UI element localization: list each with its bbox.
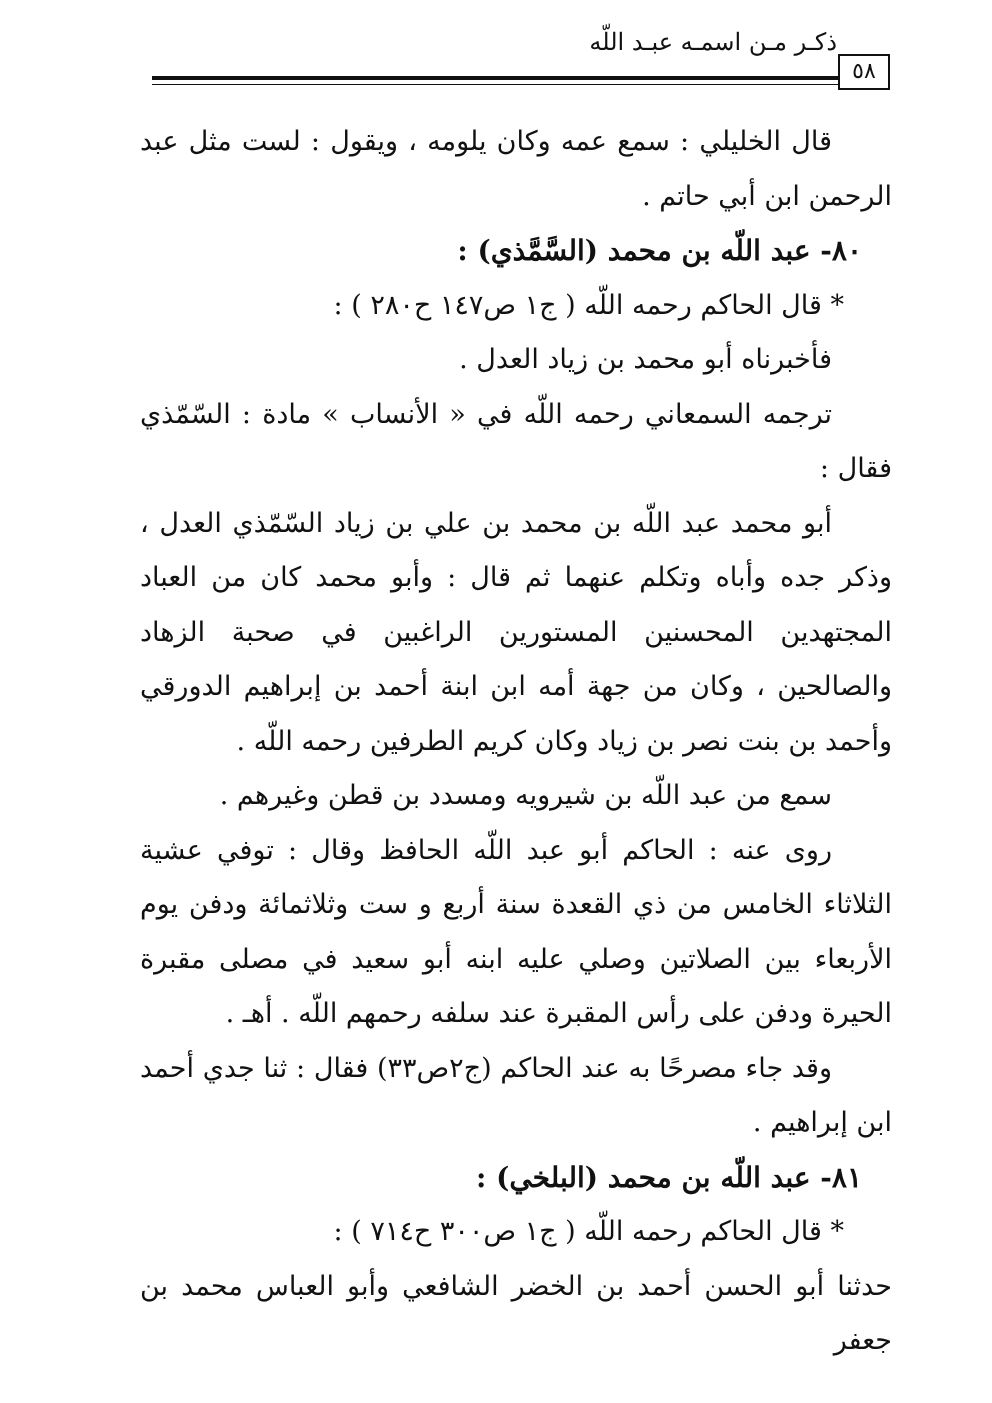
page-body [140, 115, 892, 1369]
paragraph-akhbarnah: فأخبرناه أبو محمد بن زياد العدل . [459, 344, 832, 375]
header-rule-thick [152, 76, 838, 80]
hakim-citation-81: * قال الحاكم رحمه اللّه ( ج١ ص٣٠٠ ح٧١٤ ) : [333, 1216, 844, 1247]
entry-heading-80: ٨٠- عبد اللّه بن محمد (السَّمَّذي) : [457, 234, 862, 267]
paragraph-rawa: روى عنه : الحاكم أبو عبد اللّه الحافظ وقال : توفي عشية الثلاثاء الخامس من ذي القعدة سنة أربع و ست وثلاثمائة ودفن يوم الأربعاء بين الصلاتين وصلي عليه ابنه أبو سعيد في مصلى مقبرة الحيرة ودفن على رأس المقبرة عند سلفه رحمهم اللّه . أهـ . [140, 834, 892, 1029]
paragraph-haddathana: حدثنا أبو الحسن أحمد بن الخضر الشافعي وأبو العباس محمد بن جعفر [140, 1270, 892, 1356]
page-number: ٥٨ [838, 54, 890, 90]
paragraph-biography: أبو محمد عبد اللّه بن محمد بن علي بن زياد السّمّذي العدل ، وذكر جده وأباه وتكلم عنهما ثم قال : وأبو محمد كان من العباد المجتهدين المحسنين المستورين الراغبين في صحبة الزهاد والصالحين ، وكان من جهة أمه ابن ابنة أحمد بن إبراهيم الدورقي وأحمد بن بنت نصر بن زياد وكان كريم الطرفين رحمه اللّه . [140, 507, 892, 757]
hakim-citation-80: * قال الحاكم رحمه اللّه ( ج١ ص١٤٧ ح٢٨٠ ) : [333, 289, 844, 321]
paragraph-musarrah: وقد جاء مصرحًا به عند الحاكم (ج٢ص٣٣) فقال : ثنا جدي أحمد ابن إبراهيم . [140, 1052, 892, 1138]
paragraph-samaani: ترجمه السمعاني رحمه اللّه في « الأنساب » مادة : السّمّذي فقال : [140, 398, 892, 484]
paragraph-khalili: قال الخليلي : سمع عمه وكان يلومه ، ويقول : لست مثل عبد الرحمن ابن أبي حاتم . [140, 126, 892, 212]
entry-heading-81: ٨١- عبد اللّه بن محمد (البلخي) : [476, 1160, 862, 1194]
running-title: ذكـر مـن اسمـه عبـد اللّه [589, 28, 837, 56]
header-rule-thin [152, 84, 838, 85]
paragraph-sami: سمع من عبد اللّه بن شيرويه ومسدد بن قطن وغيرهم . [219, 780, 832, 811]
